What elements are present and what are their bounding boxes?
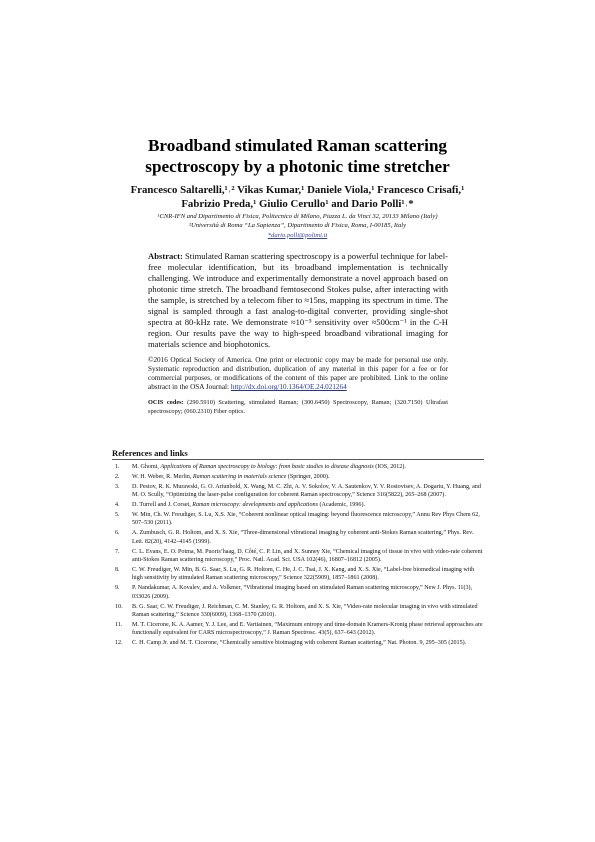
reference-item: 7. C. L. Evans, E. O. Potma, M. Puoris’haag, D. Côté, C. P. Lin, and X. Sunney Xie, “Chemical imaging of tissue in vivo with video-rate coherent anti-Stokes Raman scattering microscopy,” Proc. Natl. Acad. Sci. USA 102(46), 16807–16812 (2005). (115, 548, 483, 563)
title-line-2: spectroscopy by a photonic time stretcher (145, 157, 450, 176)
references-heading: References and links (112, 448, 188, 458)
affiliation-1: ¹CNR-IFN and Dipartimento di Fisica, Politecnico di Milano, Piazza L. da Vinci 32, 20133 Milano (Italy) (157, 213, 438, 220)
copyright-notice (148, 356, 448, 392)
reference-item: 3. D. Pestov, R. K. Murawski, G. O. Ariunbold, X. Wang, M. C. Zhi, A. V. Sokolov, V. A. Sautenkov, Y. V. Rostovtsev, A. Dogariu, Y. Huang, and M. O. Scully, “Optimizing the laser-pulse configuration for coherent Raman spectroscopy,” Science 316(5822), 265–268 (2007). (115, 483, 481, 499)
reference-item: 12. C. H. Camp Jr. and M. T. Cicerone, “Chemically sensitive bioimaging with coherent Raman scattering,” Nat. Photon. 9, 295–305 (2015). (115, 640, 467, 647)
doi-link[interactable]: http://dx.doi.org/10.1364/OE.24.021264 (230, 383, 347, 392)
reference-item: 5. W. Min, Ch. W. Freudiger, S. Lu, X.S. Xie, “Coherent nonlinear optical imaging: beyond fluorescence microscopy,” Annu Rev Phys Chem 62, 507–530 (2011). (115, 512, 480, 527)
ocis-label: OCIS codes: (148, 399, 184, 407)
title-line-1: Broadband stimulated Raman scattering (147, 136, 448, 155)
copyright-text: ©2016 Optical Society of America. One print or electronic copy may be made for personal use only. Systematic reproduction and distribution, duplication of any material in this paper for a fee or for commercial purposes, or modifications of the content of this paper are prohibited. Link to the online abstract in the OSA Journal: (148, 356, 448, 392)
paper-title (60, 135, 535, 177)
abstract (148, 251, 448, 350)
reference-item: 11. M. T. Cicerone, K. A. Aamer, Y. J. Lee, and E. Vartiainen, “Maximum entropy and time-domain Kramers-Kronig phase retrieval approaches are functionally equivalent for CARS microspectroscopy,” J. Raman Spectrosc. 43(5), 637–643 (2012). (115, 621, 483, 637)
reference-item: 10. B. G. Saar, C. W. Freudiger, J. Reichman, C. M. Stanley, G. R. Holtom, and X. S. Xie, “Video-rate molecular imaging in vivo with stimulated Raman scattering,” Science 330(6009), 1368–1370 (2010). (115, 603, 478, 618)
reference-item: 4. D. Turrell and J. Corset, Raman microscopy: developments and applications (Academic, 1996). (115, 502, 365, 509)
author-list (100, 183, 495, 211)
abstract-label: Abstract: (148, 251, 183, 261)
authors-line-1: Francesco Saltarelli,¹˒² Vikas Kumar,¹ Daniele Viola,¹ Francesco Crisafi,¹ (130, 184, 465, 196)
corresponding-email-link[interactable]: *dario.polli@polimi.it (267, 231, 328, 239)
reference-item: 6. A. Zumbusch, G. R. Holtom, and X. S. Xie, “Three-dimensional vibrational imaging by coherent anti-Stokes Raman scattering,” Phys. Rev. Lett. 82(20), 4142–4145 (1999). (115, 530, 474, 545)
ocis-codes (148, 399, 448, 416)
references-list (112, 463, 484, 649)
authors-line-2: Fabrizio Preda,¹ Giulio Cerullo¹ and Dario Polli¹˒* (181, 198, 414, 210)
reference-item: 9. P. Nandakumar, A. Kovalev, and A. Volkmer, “Vibrational imaging based on stimulated Raman scattering microscopy,” New J. Phys. 11(3), 033026 (2009). (115, 585, 473, 600)
reference-item: 1. M. Ghomi, Applications of Raman spectroscopy to biology: from basic studies to disease diagnosis (IOS, 2012). (115, 464, 406, 470)
affiliations (100, 212, 495, 240)
reference-item: 8. C. W. Freudiger, W. Min, B. G. Saar, S. Lu, G. R. Holtom, C. He, J. C. Tsai, J. X. Kang, and X. S. Xie, “Label-free biomedical imaging with high sensitivity by stimulated Raman scattering microscopy,” Science 322(5909), 1857–1861 (2008). (115, 566, 475, 582)
affiliation-2: ²Università di Roma “La Sapienza”, Dipartimento di Fisica, Roma, I-00185, Italy (189, 222, 406, 230)
ocis-text: (290.5910) Scattering, stimulated Raman; (300.6450) Spectroscopy, Raman; (320.7150) Ultrafast spectroscopy; (060.2310) Fiber optics. (148, 399, 449, 415)
references-divider (112, 459, 484, 460)
abstract-block (148, 251, 448, 416)
reference-item: 2. W. H. Weber, R. Merlin, Raman scattering in materials science (Springer, 2000). (115, 473, 330, 480)
abstract-text: Stimulated Raman scattering spectroscopy is a powerful technique for label-free molecular identification, but its broadband implementation is technically challenging. We introduce and experimentally demonstrate a novel approach based on photonic time stretch. The broadband femtosecond Stokes pulse, after interacting with the sample, is stretched by a telecom fiber to ≈15ns, mapping its spectrum in time. The signal is sampled through a fast analog-to-digital converter, providing single-shot spectra at 80-kHz rate. We demonstrate ≈10⁻⁵ sensitivity over ≈500cm⁻¹ in the C-H region. Our results pave the way to high-speed broadband vibrational imaging for materials science and biophotonics. (148, 251, 448, 349)
